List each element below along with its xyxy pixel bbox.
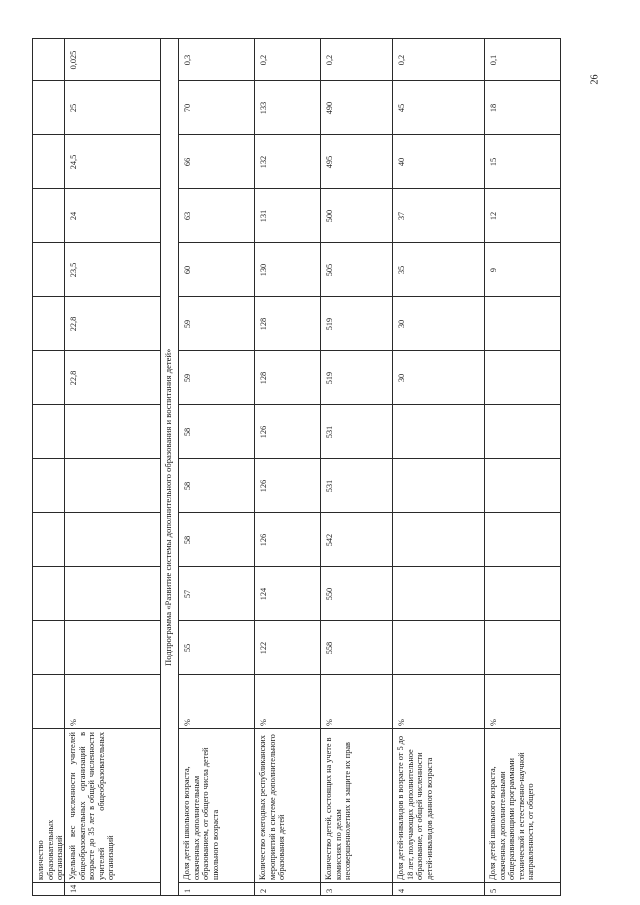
unit-value: %	[69, 719, 78, 726]
value-cell	[254, 404, 321, 459]
value-cell	[392, 242, 485, 297]
value-cell	[484, 296, 561, 351]
value-cell	[484, 512, 561, 567]
unit-value: %	[259, 719, 268, 726]
value-cell	[484, 80, 561, 135]
value-cell	[64, 458, 161, 513]
value-cell	[178, 512, 255, 567]
indicator-name: Доля детей-инвалидов в возрасте от 5 до 18 лет, получающих дополнительное образование, от общей численности детей-инвалидов данного возраста	[396, 733, 434, 880]
indicator-value: 55	[183, 643, 192, 653]
indicator-name-cell	[484, 728, 561, 883]
indicator-value: 519	[325, 317, 334, 331]
value-cell	[320, 38, 393, 81]
value-cell	[392, 296, 485, 351]
value-cell	[254, 188, 321, 243]
value-cell	[64, 350, 161, 405]
indicator-value: 58	[183, 535, 192, 545]
indicator-value: 45	[397, 103, 406, 113]
value-cell	[320, 80, 393, 135]
unit-value: %	[397, 719, 406, 726]
indicator-name: Доля детей школьного возраста, охваченных дополнительным образованием, от общего числа детей школьного возраста	[182, 745, 220, 880]
indicator-value: 70	[183, 103, 192, 113]
value-cell	[32, 404, 65, 459]
value-cell	[254, 242, 321, 297]
value-cell	[64, 404, 161, 459]
row-number-cell	[484, 882, 561, 896]
indicator-value: 126	[259, 533, 268, 547]
indicator-value: 35	[397, 265, 406, 275]
indicator-value: 0,2	[259, 54, 268, 66]
value-cell	[320, 134, 393, 189]
value-cell	[320, 350, 393, 405]
value-cell	[178, 188, 255, 243]
value-cell	[64, 512, 161, 567]
indicator-value: 132	[259, 155, 268, 169]
unit-value: %	[489, 719, 498, 726]
value-cell	[254, 512, 321, 567]
indicator-value: 25	[69, 103, 78, 113]
indicator-value: 9	[489, 267, 498, 273]
indicator-value: 126	[259, 479, 268, 493]
unit-cell	[32, 674, 65, 729]
row-number: 3	[325, 888, 334, 893]
value-cell	[320, 458, 393, 513]
value-cell	[32, 242, 65, 297]
indicator-value: 505	[325, 263, 334, 277]
indicator-value: 128	[259, 371, 268, 385]
indicator-value: 131	[259, 209, 268, 223]
indicator-value: 63	[183, 211, 192, 221]
value-cell	[254, 458, 321, 513]
value-cell	[178, 566, 255, 621]
value-cell	[64, 296, 161, 351]
unit-cell	[64, 674, 161, 729]
value-cell	[254, 566, 321, 621]
value-cell	[320, 188, 393, 243]
value-cell	[254, 80, 321, 135]
value-cell	[254, 296, 321, 351]
indicator-name: Количество детей, состоящих на учете в комиссиях по делам несовершеннолетних и защите их прав	[324, 735, 353, 880]
row-number-cell	[64, 882, 161, 896]
indicator-name: Удельный вес численности учителей общеобразовательных организаций в возрасте до 35 лет в общей численности учителей общеобразовательных организаций	[68, 729, 116, 880]
value-cell	[254, 134, 321, 189]
subprogram-title-cell	[160, 38, 179, 896]
value-cell	[32, 566, 65, 621]
unit-cell	[254, 674, 321, 729]
indicator-name-cell	[392, 728, 485, 883]
indicator-value: 24,5	[69, 154, 78, 170]
value-cell	[392, 80, 485, 135]
indicator-value: 531	[325, 479, 334, 493]
value-cell	[32, 296, 65, 351]
unit-cell	[392, 674, 485, 729]
indicator-value: 60	[183, 265, 192, 275]
value-cell	[392, 458, 485, 513]
value-cell	[64, 188, 161, 243]
indicator-value: 124	[259, 587, 268, 601]
indicator-value: 57	[183, 589, 192, 599]
row-number: 1	[183, 888, 192, 893]
unit-cell	[484, 674, 561, 729]
indicator-value: 58	[183, 427, 192, 437]
indicator-value: 24	[69, 211, 78, 221]
indicator-value: 23,5	[69, 262, 78, 278]
indicator-value: 0,3	[183, 54, 192, 66]
value-cell	[64, 38, 161, 81]
row-number-cell	[254, 882, 321, 896]
value-cell	[392, 134, 485, 189]
value-cell	[178, 620, 255, 675]
value-cell	[32, 458, 65, 513]
subprogram-title: Подпрограмма «Развитие системы дополнительного образования и воспитания детей»	[163, 348, 173, 666]
indicator-value: 22,8	[69, 370, 78, 386]
value-cell	[178, 350, 255, 405]
value-cell	[178, 38, 255, 81]
indicator-value: 18	[489, 103, 498, 113]
value-cell	[320, 512, 393, 567]
unit-value: %	[183, 719, 192, 726]
value-cell	[484, 350, 561, 405]
value-cell	[392, 512, 485, 567]
indicator-value: 0,2	[397, 54, 406, 66]
value-cell	[178, 242, 255, 297]
indicator-value: 122	[259, 641, 268, 655]
indicator-value: 128	[259, 317, 268, 331]
value-cell	[178, 80, 255, 135]
value-cell	[178, 296, 255, 351]
unit-cell	[178, 674, 255, 729]
value-cell	[392, 566, 485, 621]
value-cell	[484, 134, 561, 189]
indicator-value: 531	[325, 425, 334, 439]
indicator-value: 37	[397, 211, 406, 221]
value-cell	[178, 404, 255, 459]
value-cell	[484, 242, 561, 297]
value-cell	[64, 80, 161, 135]
indicator-name-cell	[320, 728, 393, 883]
row-number: 2	[259, 888, 268, 893]
unit-cell	[320, 674, 393, 729]
indicator-value: 558	[325, 641, 334, 655]
value-cell	[484, 566, 561, 621]
value-cell	[320, 242, 393, 297]
page-number-text: 26	[589, 74, 601, 84]
row-number-cell	[320, 882, 393, 896]
value-cell	[392, 350, 485, 405]
value-cell	[254, 38, 321, 81]
row-number-cell	[392, 882, 485, 896]
value-cell	[32, 620, 65, 675]
indicator-value: 500	[325, 209, 334, 223]
value-cell	[64, 566, 161, 621]
value-cell	[392, 620, 485, 675]
indicator-value: 495	[325, 155, 334, 169]
value-cell	[32, 512, 65, 567]
indicator-value: 12	[489, 211, 498, 221]
value-cell	[254, 620, 321, 675]
value-cell	[320, 620, 393, 675]
indicator-name-cell	[64, 728, 161, 883]
indicator-name: Доля детей школьного возраста, охваченных дополнительными общеразвивающими программами технической и естественно-научной направленности, от общего	[488, 750, 536, 880]
unit-value: %	[325, 719, 334, 726]
value-cell	[484, 404, 561, 459]
indicator-value: 22,8	[69, 316, 78, 332]
value-cell	[484, 188, 561, 243]
value-cell	[64, 134, 161, 189]
indicator-value: 0,1	[489, 54, 498, 66]
indicator-value: 0,2	[325, 54, 334, 66]
indicator-value: 30	[397, 319, 406, 329]
indicator-value: 15	[489, 157, 498, 167]
indicator-value: 490	[325, 101, 334, 115]
value-cell	[32, 350, 65, 405]
indicator-value: 542	[325, 533, 334, 547]
value-cell	[178, 134, 255, 189]
indicator-value: 59	[183, 319, 192, 329]
value-cell	[320, 404, 393, 459]
value-cell	[392, 38, 485, 81]
indicator-name-cell	[254, 728, 321, 883]
indicator-name: Количество ежегодных республиканских мероприятий в системе дополнительного образования детей	[258, 732, 287, 880]
indicator-value: 0,025	[69, 50, 78, 70]
value-cell	[32, 38, 65, 81]
indicator-value: 58	[183, 481, 192, 491]
value-cell	[254, 350, 321, 405]
row-number-cell	[178, 882, 255, 896]
value-cell	[64, 620, 161, 675]
value-cell	[32, 188, 65, 243]
indicator-value: 133	[259, 101, 268, 115]
indicator-name-cell	[32, 728, 65, 883]
indicator-value: 30	[397, 373, 406, 383]
value-cell	[32, 80, 65, 135]
value-cell	[392, 404, 485, 459]
row-number-cell	[32, 882, 65, 896]
page-number	[588, 66, 602, 92]
indicator-value: 40	[397, 157, 406, 167]
indicator-value: 519	[325, 371, 334, 385]
indicator-name-cell	[178, 728, 255, 883]
value-cell	[484, 38, 561, 81]
value-cell	[64, 242, 161, 297]
indicator-value: 550	[325, 587, 334, 601]
indicator-value: 59	[183, 373, 192, 383]
value-cell	[320, 566, 393, 621]
indicator-value: 130	[259, 263, 268, 277]
value-cell	[320, 296, 393, 351]
row-number: 14	[69, 884, 78, 893]
value-cell	[484, 458, 561, 513]
row-number: 4	[397, 888, 406, 893]
indicator-value: 66	[183, 157, 192, 167]
row-number: 5	[489, 888, 498, 893]
value-cell	[484, 620, 561, 675]
indicator-name: количество образовательных организаций	[36, 819, 65, 880]
value-cell	[392, 188, 485, 243]
value-cell	[32, 134, 65, 189]
indicator-value: 126	[259, 425, 268, 439]
value-cell	[178, 458, 255, 513]
